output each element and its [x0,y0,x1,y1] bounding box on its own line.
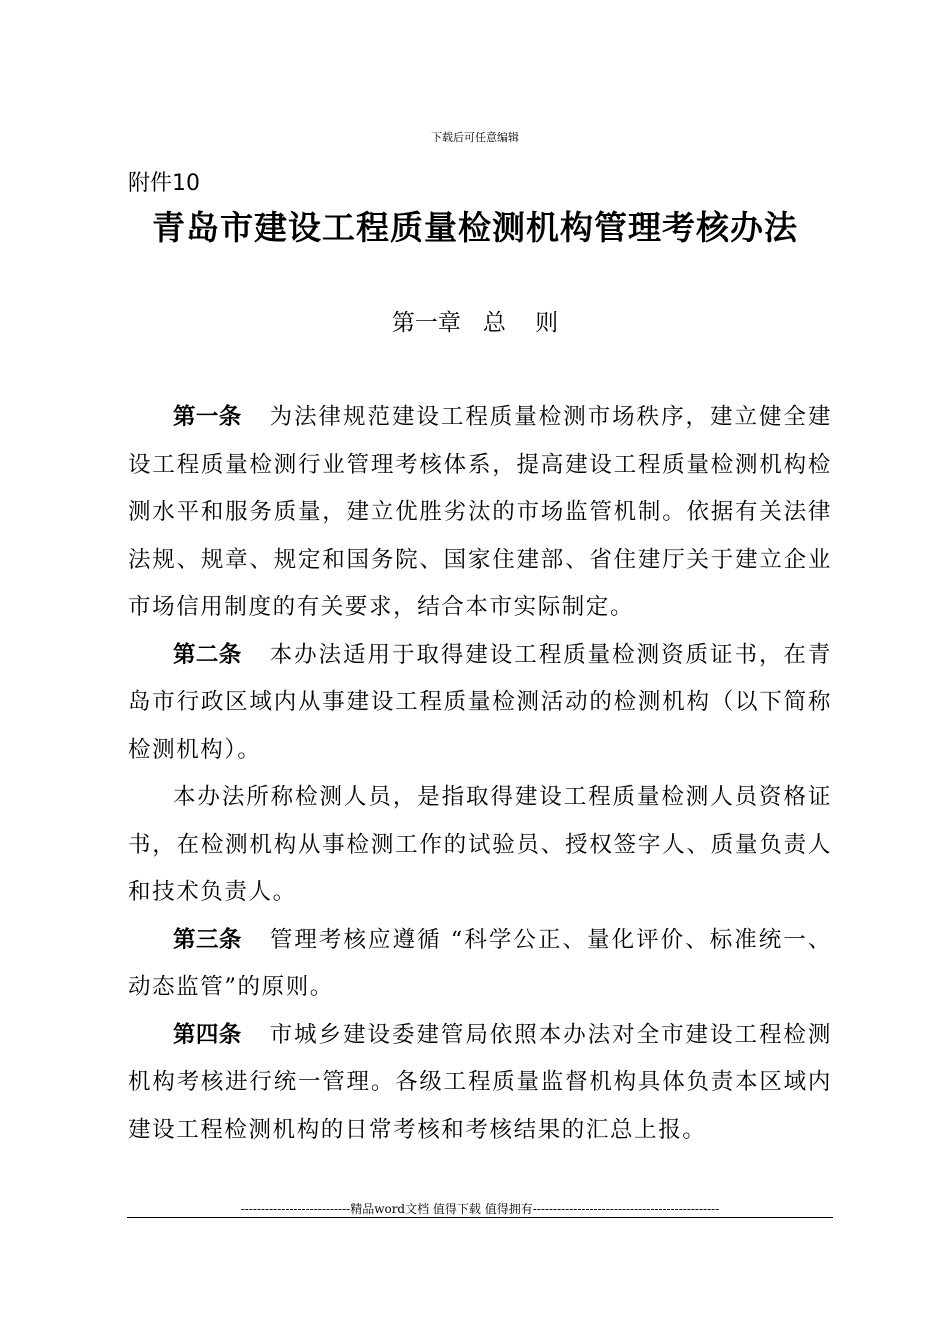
paragraph-article-1 [128,394,832,632]
paragraph-article-3 [128,917,832,1012]
header-note: 下载后可任意编辑 [431,131,519,144]
chapter-heading: 第一章 总 则 [391,310,559,336]
paragraph-article-2 [128,632,832,775]
footer-note: ---------------------------精品word文档 值得下载 值得拥有---------------------------------------------- [240,1202,720,1216]
article-number: 第三条 [173,926,242,953]
attachment-label: 附件10 [128,171,200,196]
article-number: 第二条 [173,641,242,668]
document-body [128,394,832,1154]
article-number: 第一条 [173,404,242,430]
paragraph-article-4 [128,1012,832,1155]
paragraph-text: 本办法适用于取得建设工程质量检测资质证书，在青岛市行政区域内从事建设工程质量检测活动的检测机构（以下简称检测机构）。 [128,641,832,763]
article-number: 第四条 [173,1021,242,1048]
paragraph-text: 本办法所称检测人员，是指取得建设工程质量检测人员资格证书，在检测机构从事检测工作的试验员、授权签字人、质量负责人和技术负责人。 [128,784,832,905]
document-title: 青岛市建设工程质量检测机构管理考核办法 [152,208,798,247]
paragraph-text: 为法律规范建设工程质量检测市场秩序，建立健全建设工程质量检测行业管理考核体系，提高建设工程质量检测机构检测水平和服务质量，建立优胜劣汰的市场监管机制。依据有关法律法规、规章、规定和国务院、国家住建部、省住建厅关于建立企业市场信用制度的有关要求，结合本市实际制定。 [128,404,832,620]
paragraph-text: 市城乡建设委建管局依照本办法对全市建设工程检测机构考核进行统一管理。各级工程质量监督机构具体负责本区域内建设工程检测机构的日常考核和考核结果的汇总上报。 [128,1021,832,1143]
footer-divider [127,1217,833,1218]
paragraph-text: 管理考核应遵循 “科学公正、量化评价、标准统一、动态监管”的原则。 [128,926,832,1000]
paragraph-article-2-cont [128,774,832,917]
